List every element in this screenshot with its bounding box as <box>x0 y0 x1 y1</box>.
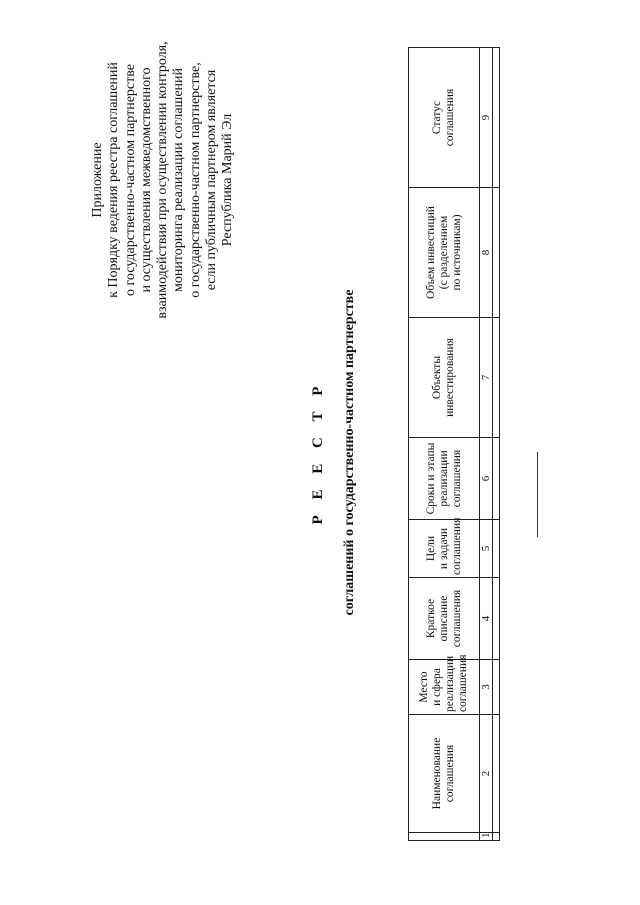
appendix-line: и осуществления межведомственного <box>138 67 154 293</box>
column-number: 4 <box>480 578 493 660</box>
column-number: 5 <box>480 520 493 578</box>
header-cell: Объекты инвестирования <box>409 318 480 438</box>
appendix-line: к Порядку ведения реестра соглашений <box>106 62 122 298</box>
appendix-line: о государственно-частном партнерстве, <box>187 62 203 298</box>
header-cell: Краткое описание соглашения <box>409 578 480 660</box>
appendix-line: Приложение <box>90 142 105 218</box>
registry-table <box>408 47 500 841</box>
header-cell: Цели и задачи соглашения <box>409 520 480 578</box>
appendix-line: если публичным партнером является <box>204 69 220 291</box>
empty-cell <box>493 520 500 578</box>
header-cell: Наименование соглашения <box>409 715 480 833</box>
empty-cell <box>493 833 500 841</box>
column-number: 2 <box>480 715 493 833</box>
document-subtitle: соглашений о государственно-частном партнерстве <box>342 289 357 616</box>
empty-cell <box>493 438 500 520</box>
appendix-line: Республика Марий Эл <box>220 113 236 247</box>
empty-data-row <box>493 48 500 841</box>
appendix-block <box>90 30 237 330</box>
column-number: 7 <box>480 318 493 438</box>
empty-cell <box>493 578 500 660</box>
column-number: 6 <box>480 438 493 520</box>
document-title: Р Е Е С Т Р <box>310 380 326 525</box>
empty-cell <box>493 318 500 438</box>
appendix-line: взаимодействия при осуществлении контроля, <box>155 41 171 319</box>
appendix-line: о государственно-частном партнерстве <box>122 63 138 297</box>
empty-cell <box>493 48 500 188</box>
closing-rule <box>537 452 538 537</box>
column-number-row <box>480 48 493 841</box>
column-number: 1 <box>480 833 493 841</box>
empty-cell <box>493 660 500 715</box>
appendix-line: мониторинга реализации соглашений <box>171 67 187 293</box>
empty-cell <box>493 188 500 318</box>
header-cell: Место и сфера реализации соглашения <box>409 660 480 715</box>
column-number: 8 <box>480 188 493 318</box>
column-number: 9 <box>480 48 493 188</box>
table-header-row <box>409 48 480 841</box>
header-cell: Сроки и этапы реализации соглашения <box>409 438 480 520</box>
header-cell: Статус соглашения <box>409 48 480 188</box>
empty-cell <box>493 715 500 833</box>
column-number: 3 <box>480 660 493 715</box>
header-cell <box>409 833 480 841</box>
header-cell: Объем инвестиций (с разделением по источникам) <box>409 188 480 318</box>
